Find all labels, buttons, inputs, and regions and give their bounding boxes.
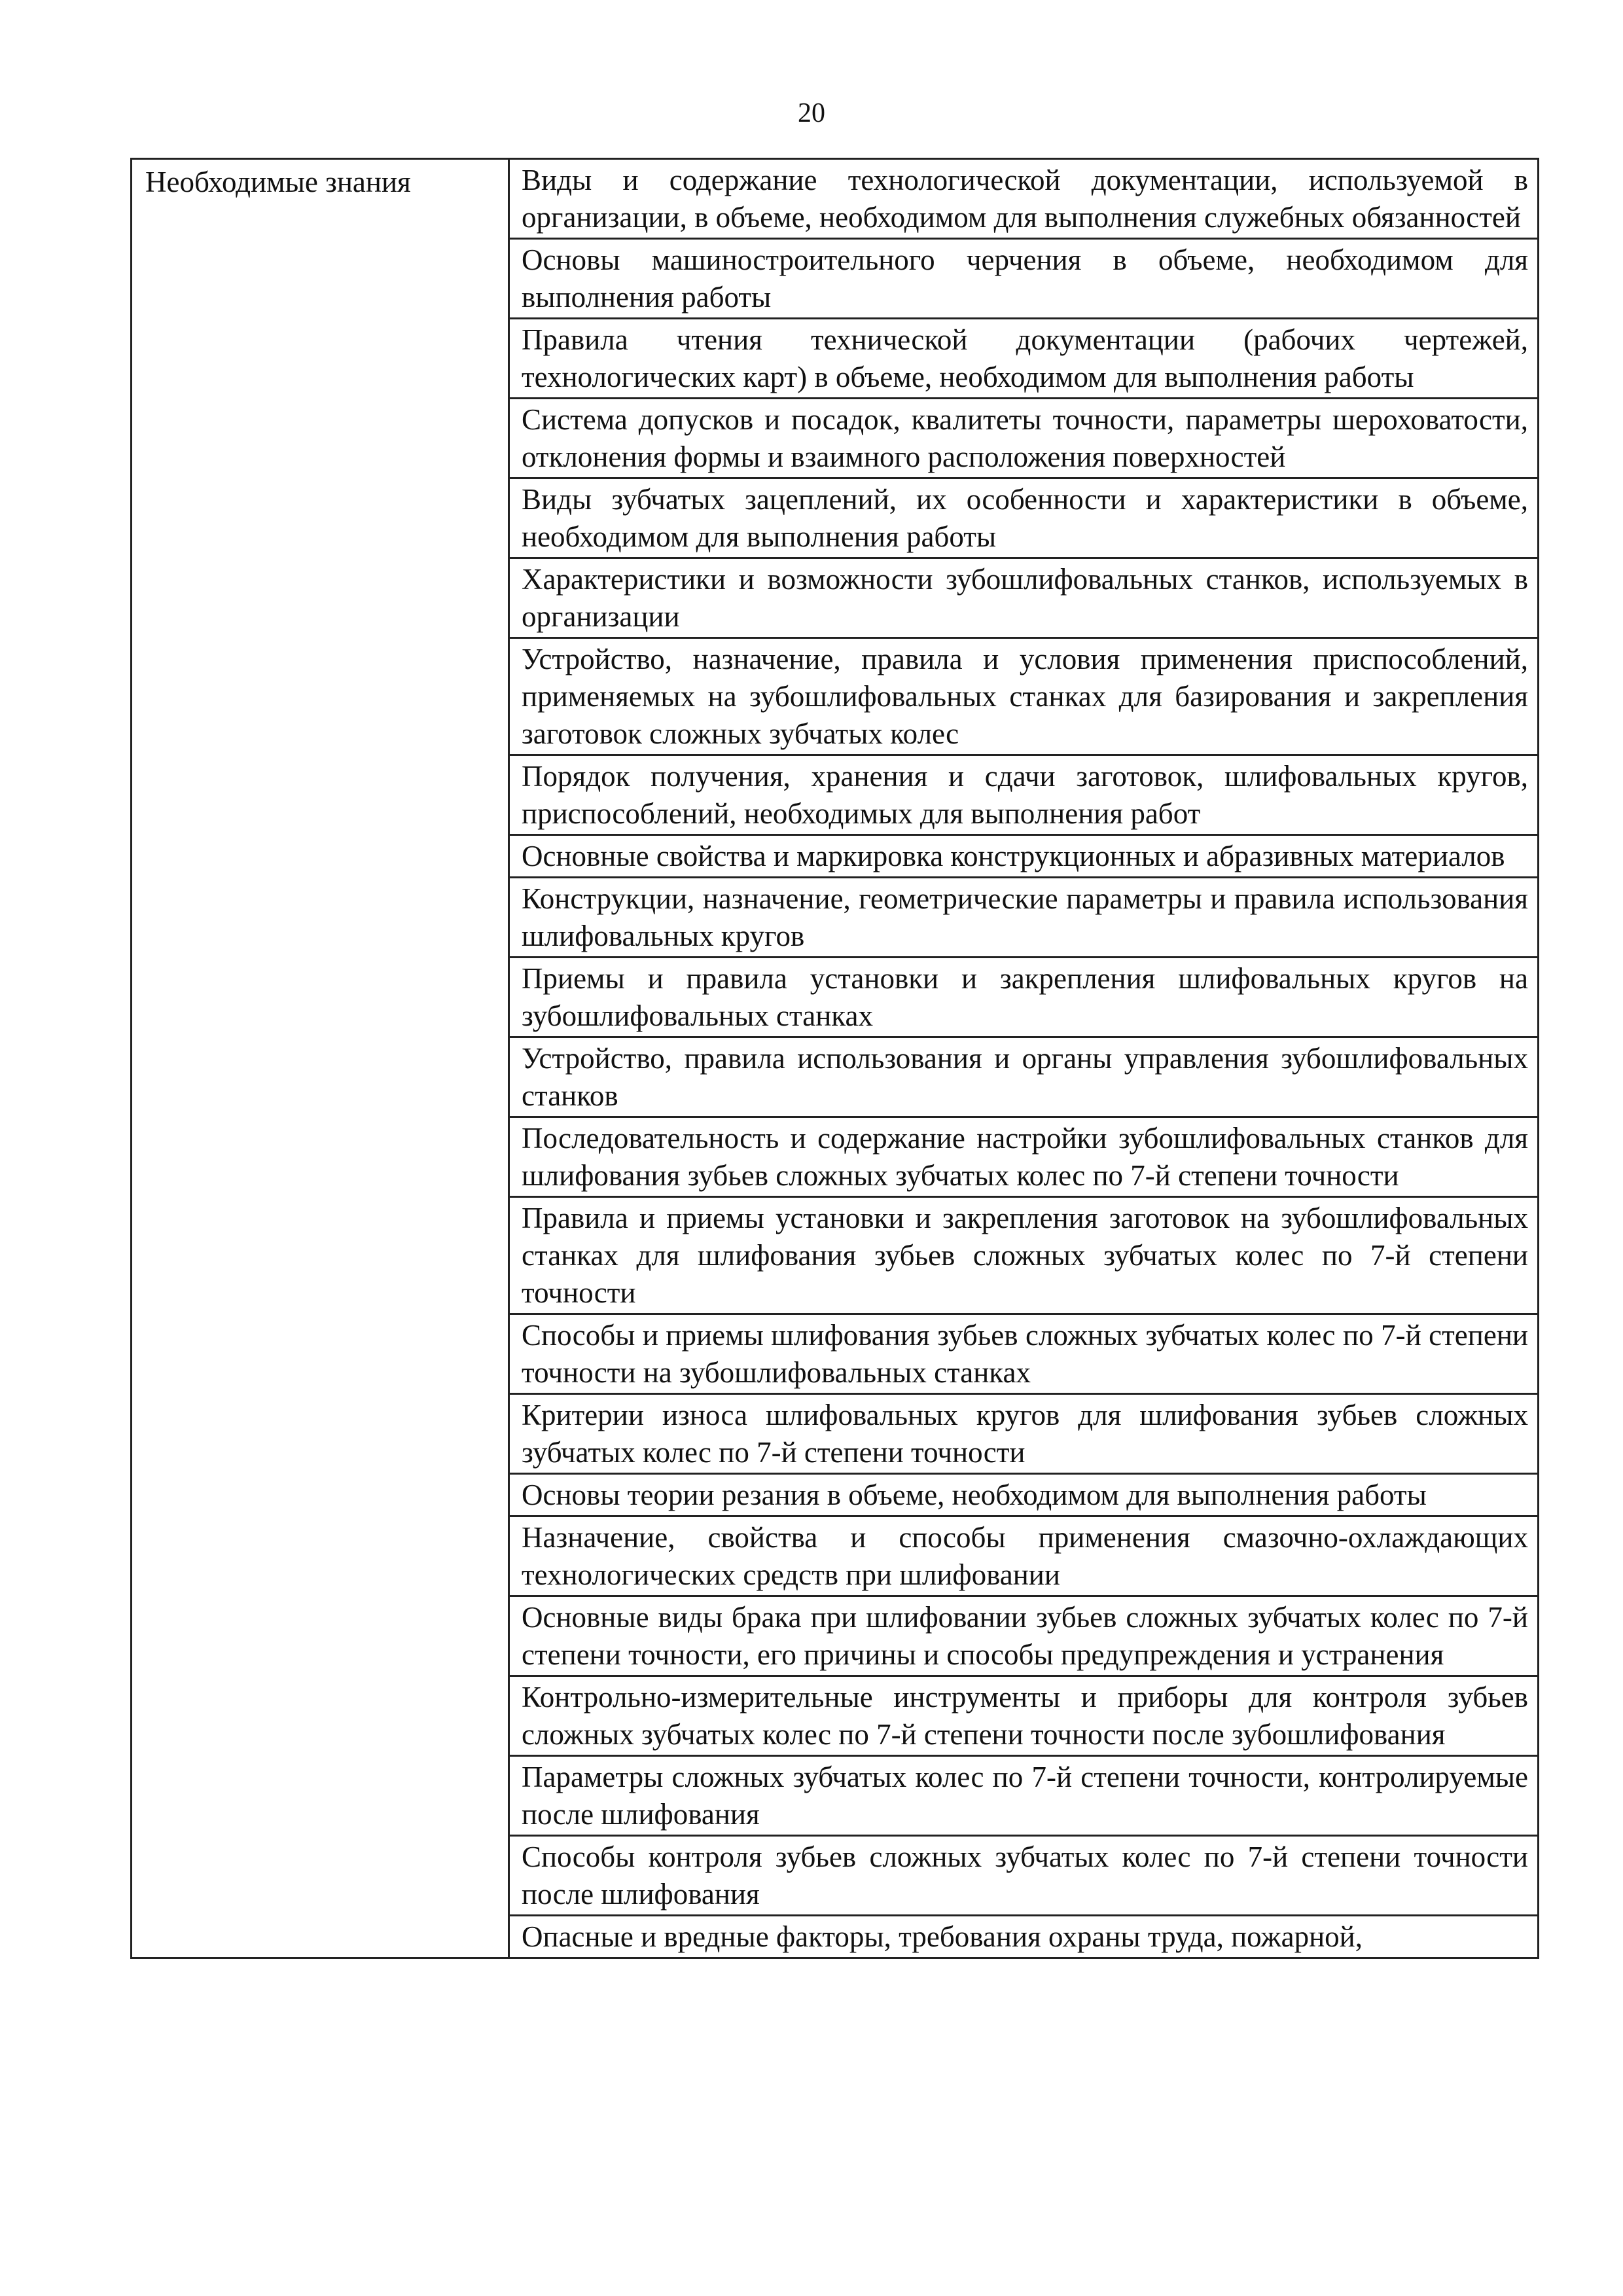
knowledge-item: Основные виды брака при шлифовании зубьев сложных зубчатых колес по 7-й степени точности, его причины и способы предупреждения и устранения [509, 1596, 1539, 1676]
knowledge-table [130, 158, 1539, 1959]
knowledge-item: Назначение, свойства и способы применения смазочно-охлаждающих технологических средств при шлифовании [509, 1516, 1539, 1596]
knowledge-item: Характеристики и возможности зубошлифовальных станков, используемых в организации [509, 558, 1539, 638]
knowledge-item: Виды зубчатых зацеплений, их особенности и характеристики в объеме, необходимом для выполнения работы [509, 478, 1539, 558]
knowledge-item: Контрольно-измерительные инструменты и приборы для контроля зубьев сложных зубчатых колес по 7-й степени точности после зубошлифования [509, 1676, 1539, 1756]
knowledge-item: Критерии износа шлифовальных кругов для шлифования зубьев сложных зубчатых колес по 7-й степени точности [509, 1394, 1539, 1474]
knowledge-item: Правила и приемы установки и закрепления заготовок на зубошлифовальных станках для шлифования зубьев сложных зубчатых колес по 7-й степени точности [509, 1197, 1539, 1314]
knowledge-item: Последовательность и содержание настройки зубошлифовальных станков для шлифования зубьев сложных зубчатых колес по 7-й степени точности [509, 1117, 1539, 1197]
table-row [132, 159, 1539, 239]
knowledge-item: Опасные и вредные факторы, требования охраны труда, пожарной, [509, 1916, 1539, 1958]
knowledge-item: Основы машиностроительного черчения в объеме, необходимом для выполнения работы [509, 239, 1539, 319]
knowledge-item: Основы теории резания в объеме, необходимом для выполнения работы [509, 1474, 1539, 1516]
page-number: 20 [798, 98, 825, 128]
knowledge-item: Устройство, назначение, правила и условия применения приспособлений, применяемых на зубошлифовальных станках для базирования и закрепления заготовок сложных зубчатых колес [509, 638, 1539, 755]
knowledge-item: Конструкции, назначение, геометрические параметры и правила использования шлифовальных кругов [509, 878, 1539, 958]
knowledge-item: Устройство, правила использования и органы управления зубошлифовальных станков [509, 1037, 1539, 1117]
knowledge-item: Параметры сложных зубчатых колес по 7-й степени точности, контролируемые после шлифования [509, 1756, 1539, 1836]
knowledge-item: Виды и содержание технологической документации, используемой в организации, в объеме, необходимом для выполнения служебных обязанностей [509, 159, 1539, 239]
knowledge-item: Приемы и правила установки и закрепления шлифовальных кругов на зубошлифовальных станках [509, 958, 1539, 1037]
required-knowledge-label: Необходимые знания [132, 159, 509, 1958]
knowledge-item: Способы и приемы шлифования зубьев сложных зубчатых колес по 7-й степени точности на зубошлифовальных станках [509, 1314, 1539, 1394]
knowledge-item: Основные свойства и маркировка конструкционных и абразивных материалов [509, 835, 1539, 878]
knowledge-item: Правила чтения технической документации (рабочих чертежей, технологических карт) в объеме, необходимом для выполнения работы [509, 319, 1539, 399]
knowledge-table-body [132, 159, 1539, 1958]
knowledge-item: Система допусков и посадок, квалитеты точности, параметры шероховатости, отклонения формы и взаимного расположения поверхностей [509, 399, 1539, 478]
knowledge-item: Способы контроля зубьев сложных зубчатых колес по 7-й степени точности после шлифования [509, 1836, 1539, 1916]
knowledge-item: Порядок получения, хранения и сдачи заготовок, шлифовальных кругов, приспособлений, необходимых для выполнения работ [509, 755, 1539, 835]
